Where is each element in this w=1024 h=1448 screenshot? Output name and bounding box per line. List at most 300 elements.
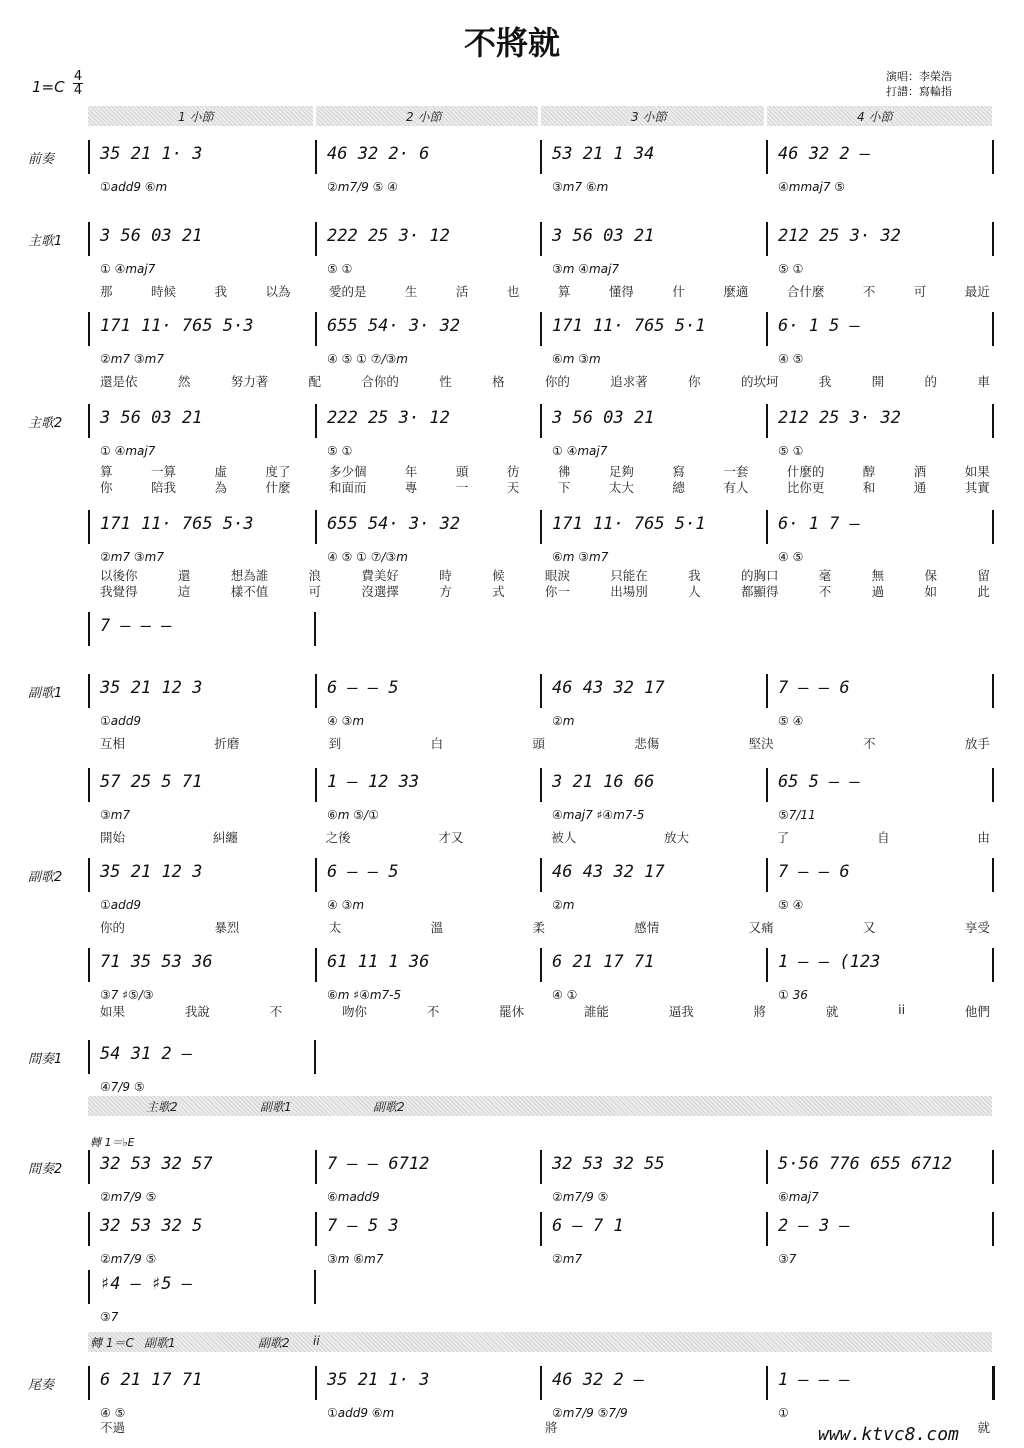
lyric-word: 出場別 bbox=[610, 584, 648, 599]
lyric-word: 保 bbox=[924, 568, 937, 583]
lyric-word: 合你的 bbox=[361, 374, 399, 389]
lyric-word: 候 bbox=[492, 568, 505, 583]
barline bbox=[88, 1212, 90, 1246]
measure-chords: ②m7 ③m7 bbox=[100, 352, 164, 366]
measure-chords: ④ ③m bbox=[327, 898, 365, 912]
measure-chords: ③m ④maj7 bbox=[552, 262, 620, 276]
measure-notes: 46 32 2 — bbox=[552, 1370, 645, 1390]
measure-chords: ②m bbox=[552, 714, 575, 728]
header-band-1 bbox=[88, 106, 313, 126]
lyric-word: 將 bbox=[753, 1004, 767, 1019]
measure-notes: 7 — — 6 bbox=[778, 862, 850, 882]
lyric-word: 虛 bbox=[214, 464, 227, 479]
lyric-word: 享受 bbox=[964, 920, 990, 935]
section-label: 主歌1 bbox=[28, 234, 63, 249]
measure-chords: ①add9 ⑥m bbox=[327, 1406, 395, 1420]
measure-chords: ④mmaj7 ⑤ bbox=[778, 180, 846, 194]
lyric-word: 感情 bbox=[634, 920, 660, 935]
measure-chords: ⑤ ① bbox=[778, 444, 804, 458]
measure-chords: ④ ⑤ bbox=[100, 1406, 126, 1420]
lyric-word: 可 bbox=[913, 284, 927, 299]
staff-row bbox=[88, 404, 994, 458]
measure-chords: ① ④maj7 bbox=[552, 444, 608, 458]
barline bbox=[766, 404, 768, 438]
barline bbox=[540, 858, 542, 892]
lyric-word: 配 bbox=[308, 374, 322, 389]
measure-chords: ④ ① bbox=[552, 988, 578, 1002]
lyric-word: 年 bbox=[404, 464, 418, 479]
barline bbox=[88, 612, 90, 646]
measure-chords: ① ④maj7 bbox=[100, 444, 156, 458]
lyric-word: 那 bbox=[100, 284, 113, 299]
barline bbox=[766, 1212, 768, 1246]
lyric-word: 寫 bbox=[672, 464, 685, 479]
measure-notes: 46 32 2· 6 bbox=[327, 144, 430, 164]
barline bbox=[315, 948, 317, 982]
barline bbox=[766, 312, 768, 346]
lyric-word: 一套 bbox=[723, 464, 749, 479]
measure-chords: ③m7 ⑥m bbox=[552, 180, 609, 194]
lyric-word: 的坎坷 bbox=[740, 374, 779, 389]
barline bbox=[315, 674, 317, 708]
lyric-word: 什麼 bbox=[265, 480, 291, 495]
barline bbox=[766, 1150, 768, 1184]
barline bbox=[766, 140, 768, 174]
lyric-word: 懂得 bbox=[608, 284, 634, 299]
lyric-word: 為 bbox=[214, 480, 227, 495]
barline bbox=[992, 674, 994, 708]
lyric-word: 活 bbox=[455, 284, 469, 299]
header-bar-label: 1 小節 bbox=[178, 110, 214, 124]
lyric-word: 沒選擇 bbox=[361, 584, 399, 599]
measure-chords: ②m7/9 ⑤ bbox=[100, 1190, 157, 1204]
lyric-word: 我 bbox=[818, 374, 832, 389]
lyric-word: 吻你 bbox=[341, 1004, 367, 1019]
lyric-word: 之後 bbox=[325, 830, 351, 845]
lyric-word: 你 bbox=[688, 374, 701, 389]
measure-chords: ① bbox=[778, 1406, 789, 1420]
barline bbox=[315, 312, 317, 346]
header-band-4 bbox=[767, 106, 992, 126]
lyric-word: 就 bbox=[977, 1420, 990, 1435]
measure-notes: 655 54· 3· 32 bbox=[327, 316, 461, 336]
lyric-word: 你 bbox=[100, 480, 113, 495]
measure-chords: ⑥m ♯④m7-5 bbox=[327, 988, 402, 1002]
measure-notes: 6 21 17 71 bbox=[552, 952, 655, 972]
measure-notes: 53 21 1 34 bbox=[552, 144, 655, 164]
measure-notes: 35 21 1· 3 bbox=[100, 144, 203, 164]
measure-notes: 71 35 53 36 bbox=[100, 952, 213, 972]
lyric-word: 以為 bbox=[265, 284, 291, 299]
barline bbox=[992, 948, 994, 982]
band-label: 副歌2 bbox=[258, 1336, 290, 1350]
interlude-band bbox=[88, 1096, 992, 1116]
barline bbox=[992, 222, 994, 256]
lyric-word: 我 bbox=[214, 284, 227, 299]
lyric-word: 麼適 bbox=[723, 284, 749, 299]
measure-notes: 171 11· 765 5·1 bbox=[552, 514, 706, 534]
barline bbox=[88, 858, 90, 892]
measure-notes: 65 5 — — bbox=[778, 772, 860, 792]
lyric-word: 算 bbox=[557, 284, 571, 299]
lyric-word: 比你更 bbox=[786, 480, 825, 495]
lyric-word: 留 bbox=[977, 568, 990, 583]
section-label: 副歌2 bbox=[28, 870, 63, 885]
lyric-word: 開 bbox=[871, 374, 885, 389]
measure-notes: 7 — 5 3 bbox=[327, 1216, 399, 1236]
lyric-line bbox=[100, 582, 990, 600]
barline bbox=[315, 1150, 317, 1184]
lyric-word: 專 bbox=[404, 480, 418, 495]
lyric-word: 頭 bbox=[455, 464, 469, 479]
measure-chords: ③7 ♯⑤/③ bbox=[100, 988, 154, 1002]
measure-notes: ♯4 — ♯5 — bbox=[100, 1274, 193, 1294]
measure-notes: 3 21 16 66 bbox=[552, 772, 655, 792]
barline bbox=[766, 510, 768, 544]
lyric-word: 互相 bbox=[100, 736, 126, 751]
measure-chords: ⑤ ① bbox=[778, 262, 804, 276]
measure-chords: ① 36 bbox=[778, 988, 808, 1002]
barline bbox=[766, 1366, 768, 1400]
lyric-word: 性 bbox=[439, 374, 452, 389]
lyric-word: 方 bbox=[439, 584, 452, 599]
lyric-word: 了 bbox=[776, 830, 790, 845]
measure-chords: ③7 bbox=[778, 1252, 797, 1266]
site-watermark: www.ktvc8.com bbox=[818, 1424, 959, 1445]
lyric-word: 此 bbox=[977, 584, 990, 599]
outro-band bbox=[88, 1332, 992, 1352]
lyric-word: 由 bbox=[977, 830, 990, 845]
lyric-word: 溫 bbox=[430, 920, 444, 935]
lyric-word: 彷 bbox=[506, 464, 520, 479]
lyric-word: 天 bbox=[506, 480, 520, 495]
lyric-word: 多少個 bbox=[328, 464, 367, 479]
staff-row bbox=[88, 612, 994, 648]
measure-notes: 6 — — 5 bbox=[327, 678, 399, 698]
lyric-word: 過 bbox=[871, 584, 885, 599]
measure-chords: ⑤ ④ bbox=[778, 898, 804, 912]
barline bbox=[992, 858, 994, 892]
measure-notes: 1 — 12 33 bbox=[327, 772, 420, 792]
measure-chords: ⑥m ③m bbox=[552, 352, 601, 366]
barline bbox=[88, 510, 90, 544]
barline bbox=[315, 858, 317, 892]
lyric-line bbox=[100, 478, 990, 496]
measure-chords: ④ ⑤ bbox=[778, 352, 804, 366]
measure-chords: ⑥madd9 bbox=[327, 1190, 380, 1204]
lyric-word: 一算 bbox=[150, 464, 176, 479]
barline bbox=[540, 1150, 542, 1184]
measure-chords: ④ ⑤ ① ⑦/③m bbox=[327, 352, 408, 366]
band-label: 副歌1 bbox=[144, 1336, 176, 1350]
barline bbox=[540, 948, 542, 982]
barline bbox=[315, 222, 317, 256]
measure-notes: 6 21 17 71 bbox=[100, 1370, 203, 1390]
measure-chords: ⑥m ③m7 bbox=[552, 550, 609, 564]
measure-chords: ②m7 bbox=[552, 1252, 583, 1266]
lyric-word: 生 bbox=[404, 284, 418, 299]
lyric-word: 你的 bbox=[544, 374, 570, 389]
staff-row bbox=[88, 1212, 994, 1266]
modulation-mark: 轉 1＝♭E bbox=[90, 1136, 135, 1149]
measure-chords: ②m7 ③m7 bbox=[100, 550, 164, 564]
lyric-word: 陪我 bbox=[150, 480, 176, 495]
measure-chords: ②m bbox=[552, 898, 575, 912]
lyric-word: 酒 bbox=[913, 464, 927, 479]
arranger-credit: 打譜：寫輪指 bbox=[886, 85, 952, 98]
lyric-word: 又 bbox=[863, 920, 876, 935]
barline bbox=[540, 222, 542, 256]
lyric-word: 太 bbox=[328, 920, 342, 935]
lyric-line bbox=[100, 1002, 990, 1020]
lyric-word: 可 bbox=[308, 584, 322, 599]
header-band-3 bbox=[541, 106, 764, 126]
section-label: 尾奏 bbox=[28, 1378, 55, 1393]
barline bbox=[315, 510, 317, 544]
song-title: 不將就 bbox=[463, 24, 560, 62]
barline bbox=[992, 404, 994, 438]
staff-row bbox=[88, 1040, 994, 1094]
measure-notes: 46 43 32 17 bbox=[552, 678, 665, 698]
header-bar-label: 3 小節 bbox=[631, 110, 667, 124]
barline bbox=[992, 1366, 995, 1400]
staff-row bbox=[88, 140, 994, 194]
measure-chords: ①add9 bbox=[100, 898, 141, 912]
barline bbox=[314, 1040, 316, 1074]
measure-notes: 1 — — (123 bbox=[778, 952, 881, 972]
lyric-word: 以後你 bbox=[100, 568, 138, 583]
lyric-word: 放手 bbox=[964, 736, 990, 751]
measure-chords: ②m7/9 ⑤ bbox=[100, 1252, 157, 1266]
barline bbox=[766, 948, 768, 982]
lyric-word: 度了 bbox=[265, 464, 291, 479]
measure-notes: 2 — 3 — bbox=[778, 1216, 850, 1236]
barline bbox=[540, 768, 542, 802]
measure-notes: 32 53 32 55 bbox=[552, 1154, 665, 1174]
lyric-word: 我覺得 bbox=[100, 584, 138, 599]
lyric-word: 浪 bbox=[308, 568, 322, 583]
lyric-word: 還是依 bbox=[100, 374, 138, 389]
measure-notes: 1 — — — bbox=[778, 1370, 850, 1390]
barline bbox=[540, 404, 542, 438]
lyric-word: 想為誰 bbox=[230, 568, 269, 583]
lyric-word: 將 bbox=[544, 1420, 558, 1435]
measure-notes: 32 53 32 5 bbox=[100, 1216, 203, 1236]
measure-notes: 171 11· 765 5·1 bbox=[552, 316, 706, 336]
lyric-word: 其實 bbox=[964, 480, 990, 495]
measure-chords: ②m7/9 ⑤ ④ bbox=[327, 180, 398, 194]
measure-chords: ① ④maj7 bbox=[100, 262, 156, 276]
barline bbox=[540, 312, 542, 346]
time-top: 4 bbox=[73, 69, 83, 84]
measure-notes: 222 25 3· 12 bbox=[327, 408, 450, 428]
lyric-word: 如 bbox=[924, 584, 937, 599]
barline bbox=[315, 404, 317, 438]
lyric-word: 不 bbox=[269, 1004, 283, 1019]
measure-chords: ④ ③m bbox=[327, 714, 365, 728]
key-signature: 1=C bbox=[32, 78, 65, 96]
measure-notes: 57 25 5 71 bbox=[100, 772, 203, 792]
measure-notes: 171 11· 765 5·3 bbox=[100, 514, 254, 534]
lyric-word: 折磨 bbox=[214, 736, 240, 751]
barline bbox=[992, 140, 994, 174]
lyric-word: 然 bbox=[177, 374, 191, 389]
measure-notes: 5·56 776 655 6712 bbox=[778, 1154, 952, 1174]
lyric-word: 這 bbox=[177, 584, 191, 599]
lyric-word: 自 bbox=[877, 830, 890, 845]
measure-chords: ②m7/9 ⑤7/9 bbox=[552, 1406, 628, 1420]
barline bbox=[766, 858, 768, 892]
lyric-word: 最近 bbox=[964, 284, 990, 299]
barline bbox=[540, 674, 542, 708]
lyric-word: 總 bbox=[672, 480, 685, 495]
lyric-word: 式 bbox=[492, 584, 505, 599]
barline bbox=[88, 768, 90, 802]
lyric-word: 就 bbox=[825, 1004, 839, 1019]
staff-row bbox=[88, 768, 994, 822]
measure-notes: 46 43 32 17 bbox=[552, 862, 665, 882]
lyric-word: 堅決 bbox=[748, 736, 774, 751]
lyric-word: 你一 bbox=[544, 584, 570, 599]
barline bbox=[992, 510, 994, 544]
measure-chords: ⑤7/11 bbox=[778, 808, 816, 822]
band-label: ii bbox=[313, 1334, 320, 1348]
measure-notes: 6· 1 5 — bbox=[778, 316, 860, 336]
lyric-word: 合什麼 bbox=[786, 284, 825, 299]
measure-notes: 6· 1 7 — bbox=[778, 514, 860, 534]
measure-notes: 35 21 12 3 bbox=[100, 678, 203, 698]
barline bbox=[314, 612, 316, 646]
measure-notes: 7 — — — bbox=[100, 616, 172, 636]
measure-notes: 61 11 1 36 bbox=[327, 952, 430, 972]
lyric-word: 白 bbox=[430, 736, 444, 751]
measure-notes: 7 — — 6 bbox=[778, 678, 850, 698]
barline bbox=[992, 1212, 994, 1246]
barline bbox=[992, 1150, 994, 1184]
measure-chords: ①add9 ⑥m bbox=[100, 180, 168, 194]
lyric-word: ii bbox=[898, 1002, 906, 1017]
barline bbox=[315, 1366, 317, 1400]
lyric-word: 一 bbox=[455, 480, 469, 495]
lyric-word: 他們 bbox=[964, 1004, 990, 1019]
lyric-word: 不 bbox=[863, 736, 876, 751]
lyric-line bbox=[100, 828, 990, 846]
band-label: 轉 1＝C bbox=[90, 1336, 134, 1350]
lyric-word: 悲傷 bbox=[634, 736, 660, 751]
lyric-word: 只能在 bbox=[610, 568, 648, 583]
barline bbox=[88, 140, 90, 174]
lyric-word: 誰能 bbox=[583, 1004, 609, 1019]
lyric-word: 什麼的 bbox=[786, 464, 825, 479]
staff-row bbox=[88, 1150, 994, 1204]
band-label: 副歌2 bbox=[373, 1100, 405, 1114]
measure-notes: 6 — 7 1 bbox=[552, 1216, 624, 1236]
staff-row bbox=[88, 674, 994, 728]
staff-row bbox=[88, 1270, 994, 1324]
measure-notes: 6 — — 5 bbox=[327, 862, 399, 882]
measure-chords: ③m7 bbox=[100, 808, 131, 822]
barline bbox=[88, 1040, 90, 1074]
barline bbox=[766, 674, 768, 708]
section-label: 間奏2 bbox=[28, 1162, 63, 1177]
lyric-line bbox=[100, 282, 990, 300]
singer-credit: 演唱：李榮浩 bbox=[886, 70, 952, 83]
lyric-word: 開始 bbox=[100, 830, 126, 845]
lyric-word: 追求著 bbox=[610, 374, 648, 389]
lyric-word: 頭 bbox=[532, 736, 545, 751]
measure-notes: 46 32 2 — bbox=[778, 144, 871, 164]
lyric-word: 通 bbox=[913, 480, 927, 495]
lyric-word: 太大 bbox=[608, 480, 634, 495]
lyric-word: 如果 bbox=[964, 464, 990, 479]
lyric-word: 和面而 bbox=[328, 480, 367, 495]
lyric-word: 的胸口 bbox=[740, 568, 779, 583]
barline bbox=[88, 312, 90, 346]
section-label: 主歌2 bbox=[28, 416, 63, 431]
lyric-word: 還 bbox=[177, 568, 191, 583]
lyric-word: 的 bbox=[924, 374, 937, 389]
barline bbox=[766, 768, 768, 802]
barline bbox=[88, 674, 90, 708]
section-label: 間奏1 bbox=[28, 1052, 63, 1067]
measure-chords: ②m7/9 ⑤ bbox=[552, 1190, 609, 1204]
lyric-word: 暴烈 bbox=[214, 920, 240, 935]
lyric-word: 不 bbox=[426, 1004, 440, 1019]
measure-chords: ⑥m ⑤/① bbox=[327, 808, 379, 822]
section-label: 前奏 bbox=[28, 152, 55, 167]
measure-chords: ④ ⑤ ① ⑦/③m bbox=[327, 550, 408, 564]
measure-notes: 212 25 3· 32 bbox=[778, 226, 901, 246]
lyric-word: 不 bbox=[818, 584, 832, 599]
header-bar-label: 2 小節 bbox=[406, 110, 442, 124]
lyric-word: 我 bbox=[688, 568, 701, 583]
barline bbox=[540, 1212, 542, 1246]
measure-notes: 32 53 32 57 bbox=[100, 1154, 213, 1174]
lyric-word: 柔 bbox=[532, 920, 545, 935]
barline bbox=[992, 768, 994, 802]
lyric-word: 樣不值 bbox=[230, 584, 269, 599]
measure-chords: ③7 bbox=[100, 1310, 119, 1324]
lyric-word: 有人 bbox=[723, 480, 749, 495]
time-signature bbox=[72, 70, 84, 97]
lyric-word: 什 bbox=[672, 284, 685, 299]
staff-row bbox=[88, 312, 994, 366]
staff-row bbox=[88, 948, 994, 1002]
lyric-word: 糾纏 bbox=[212, 830, 238, 845]
measure-notes: 54 31 2 — bbox=[100, 1044, 193, 1064]
lyric-word: 我說 bbox=[184, 1004, 210, 1019]
time-bottom: 4 bbox=[73, 83, 83, 98]
measure-notes: 3 56 03 21 bbox=[552, 408, 655, 428]
measure-notes: 222 25 3· 12 bbox=[327, 226, 450, 246]
lyric-line bbox=[100, 734, 990, 752]
lyric-word: 你的 bbox=[100, 920, 126, 935]
lyric-word: 愛的是 bbox=[328, 284, 367, 299]
barline bbox=[88, 1366, 90, 1400]
lyric-word: 逼我 bbox=[668, 1004, 694, 1019]
barline bbox=[315, 140, 317, 174]
measure-notes: 3 56 03 21 bbox=[100, 226, 203, 246]
measure-notes: 655 54· 3· 32 bbox=[327, 514, 461, 534]
measure-chords: ④7/9 ⑤ bbox=[100, 1080, 145, 1094]
measure-chords: ④ ⑤ bbox=[778, 550, 804, 564]
barline bbox=[314, 1270, 316, 1304]
lyric-word: 到 bbox=[328, 736, 342, 751]
measure-notes: 171 11· 765 5·3 bbox=[100, 316, 254, 336]
lyric-word: 不 bbox=[862, 284, 876, 299]
measure-chords: ④maj7 ♯④m7-5 bbox=[552, 808, 645, 822]
lyric-word: 眼淚 bbox=[544, 568, 570, 583]
